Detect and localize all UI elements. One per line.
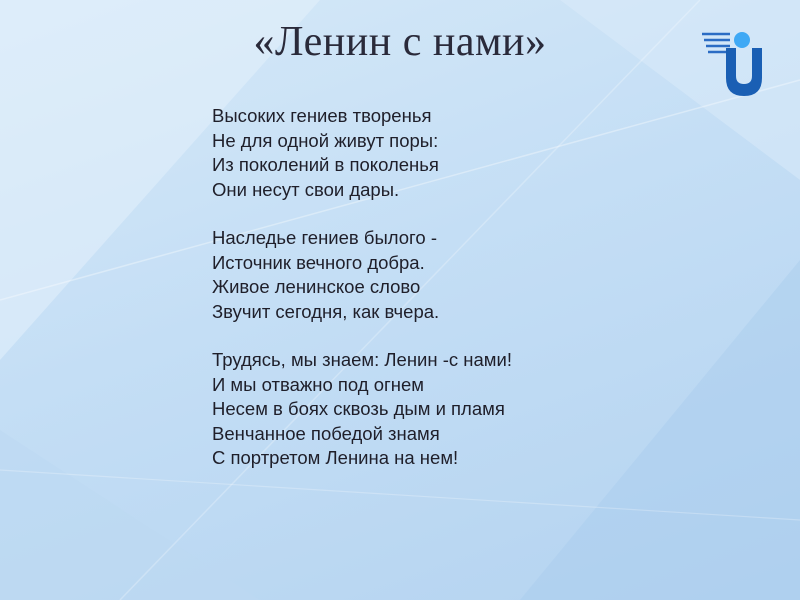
poem-line: И мы отважно под огнем: [212, 373, 424, 395]
poem-line: Венчанное победой знамя: [212, 422, 440, 444]
poem-line: Источник вечного добра.: [212, 251, 425, 273]
poem-line: Трудясь, мы знаем: Ленин -с нами!: [212, 349, 512, 370]
poem-line: Не для одной живут поры:: [212, 129, 439, 151]
stanza-3: [212, 348, 542, 471]
poem-line: Звучит сегодня, как вчера.: [212, 300, 440, 322]
poem-line: Они несут свои дары.: [212, 178, 400, 200]
poem-line: Живое ленинское слово: [212, 276, 421, 297]
blue-u-logo-icon: [700, 18, 782, 100]
stanza-2: [212, 226, 542, 324]
poem-line: Высоких гениев творенья: [212, 105, 432, 126]
poem-line: Наследье гениев былого -: [212, 227, 437, 248]
poem-line: С портретом Ленина на нем!: [212, 447, 459, 468]
poem: [212, 104, 542, 495]
slide-title: «Ленин с нами»: [253, 19, 547, 65]
stanza-1: [212, 104, 542, 202]
poem-line: Несем в боях сквозь дым и пламя: [212, 398, 505, 419]
poem-line: Из поколений в поколенья: [212, 154, 439, 175]
